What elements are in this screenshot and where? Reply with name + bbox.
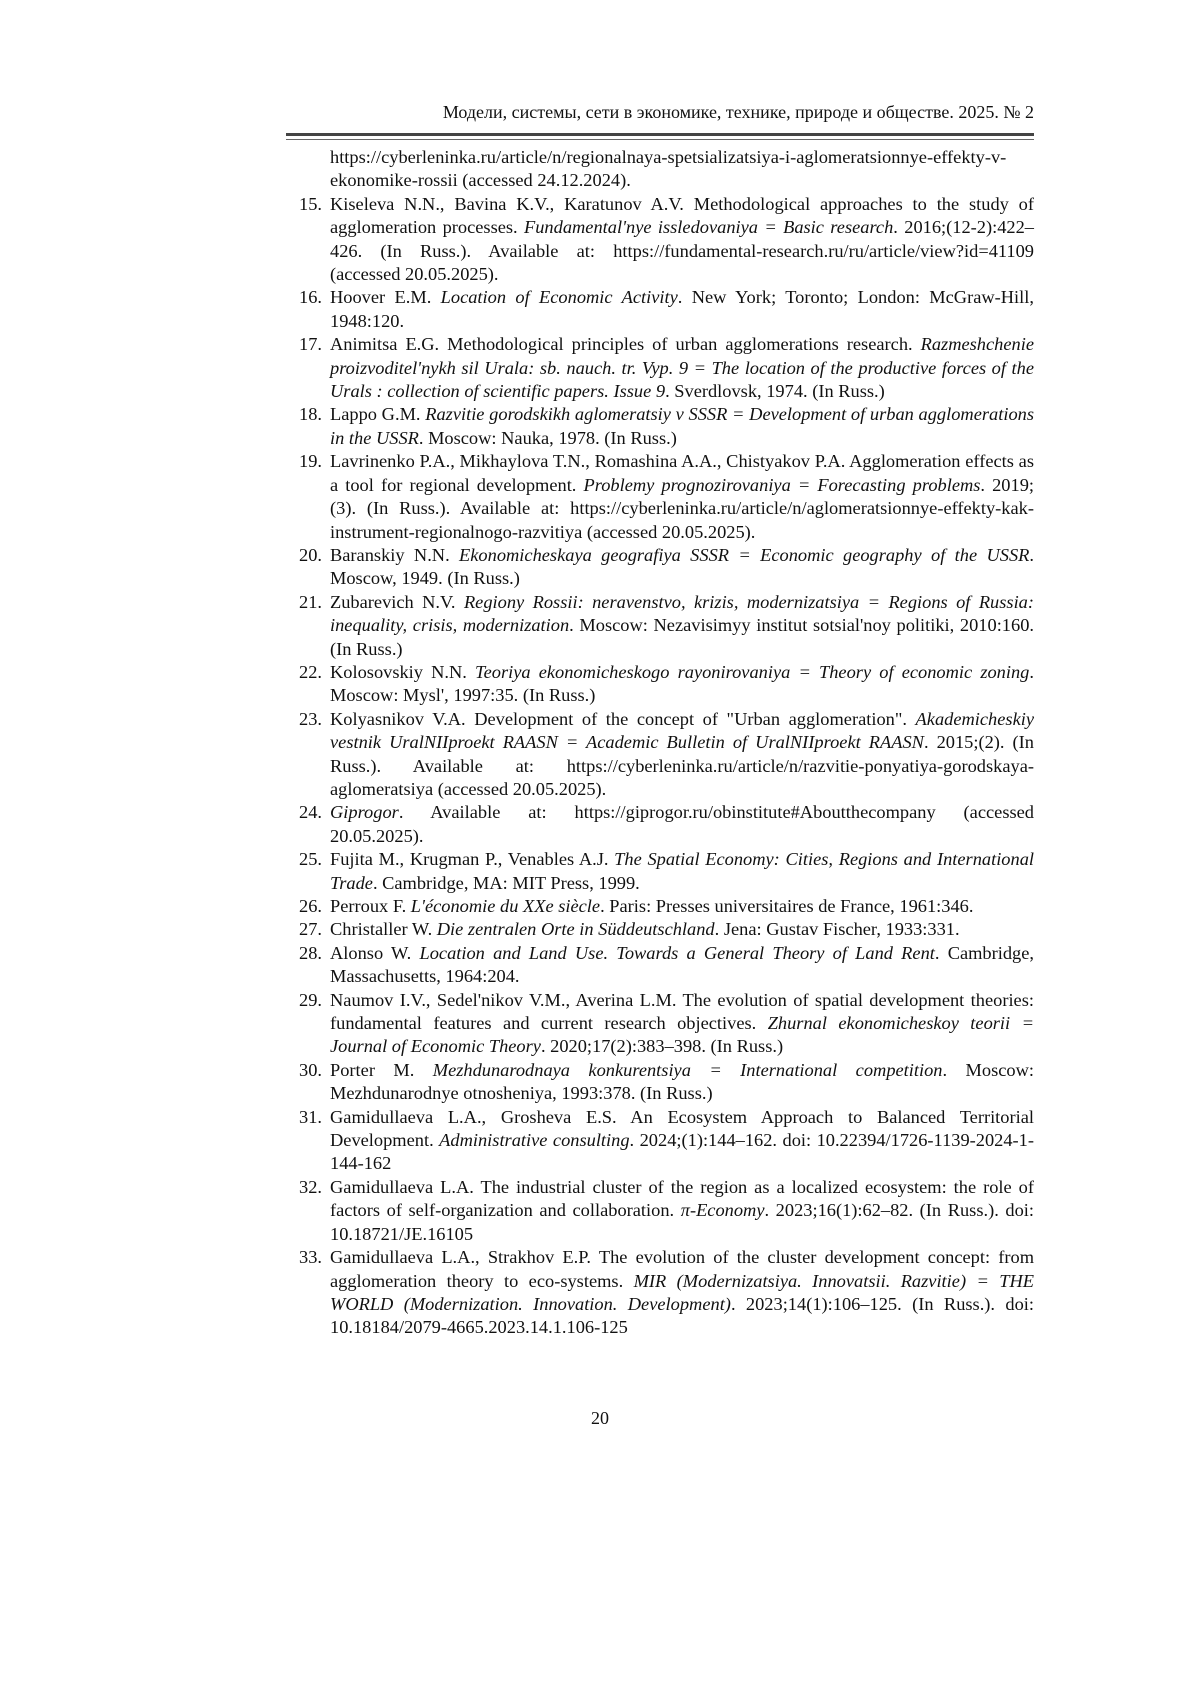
- reference-continuation-text: https://cyberleninka.ru/article/n/regionalnaya-spetsializatsiya-i-aglomeratsionnye-effekty-v-ekonomike-rossii (accessed 24.12.2024).: [330, 147, 1007, 191]
- reference-text: [330, 849, 1034, 892]
- reference-text-part: . Paris: Presses universitaires de France, 1961:346.: [600, 896, 974, 916]
- reference-number: 15.: [299, 193, 322, 214]
- reference-title-italic: Ekonomicheskaya geografiya SSSR = Economic geography of the USSR: [459, 544, 1030, 565]
- reference-item: [282, 1176, 1034, 1246]
- reference-title-italic: Location and Land Use. Towards a General Theory of Land Rent: [419, 942, 935, 963]
- reference-number: 17.: [299, 334, 322, 355]
- reference-title-italic: Akademicheskiy vestnik UralNIIproekt RAASN = Academic Bulletin of UralNIIproekt RAASN: [330, 708, 1034, 753]
- reference-text: [330, 919, 960, 939]
- page-number: 20: [591, 1408, 609, 1428]
- reference-text: [330, 1107, 1034, 1174]
- reference-item: [282, 848, 1034, 895]
- reference-text-part: . 2015;(2). (In Russ.). Available at: https://cyberleninka.ru/article/n/razvitie-ponyatiya-gorodskaya-aglomeratsiya (accessed 20.05.2025).: [330, 732, 1034, 799]
- reference-text: [330, 1060, 1034, 1103]
- reference-text-part: Naumov I.V., Sedel'nikov V.M., Averina L.M. The evolution of spatial development theories: fundamental features and current research objectives.: [330, 989, 1034, 1034]
- reference-number: 31.: [299, 1106, 322, 1127]
- reference-number: 30.: [299, 1059, 322, 1080]
- reference-text-part: Kolyasnikov V.A. Development of the concept of "Urban agglomeration".: [330, 708, 916, 729]
- reference-title-italic: Razmeshchenie proizvoditel'nykh sil Urala: sb. nauch. tr. Vyp. 9 = The location of the productive forces of the Urals : collection of scientific papers. Issue 9: [330, 334, 1034, 402]
- reference-item: [282, 895, 1034, 918]
- reference-text-part: . Cambridge, MA: MIT Press, 1999.: [372, 872, 640, 893]
- reference-text-part: Baranskiy N.N.: [330, 544, 460, 565]
- reference-title-italic: Zhurnal ekonomicheskoy teorii = Journal of Economic Theory: [330, 1013, 1034, 1057]
- reference-number: 16.: [299, 287, 322, 308]
- reference-item: [282, 708, 1034, 802]
- reference-list: [282, 146, 1034, 1340]
- reference-number: 29.: [299, 989, 322, 1010]
- reference-number: 21.: [299, 591, 322, 612]
- reference-item: [282, 333, 1034, 403]
- reference-title-italic: Location of Economic Activity: [440, 287, 678, 308]
- reference-text-part: . Moscow, 1949. (In Russ.): [330, 544, 1034, 589]
- reference-text-part: Christaller W.: [330, 919, 437, 940]
- reference-text: [330, 709, 1034, 799]
- reference-text-part: . Jena: Gustav Fischer, 1933:331.: [714, 919, 960, 940]
- reference-text: [330, 662, 1034, 705]
- reference-item: [282, 450, 1034, 544]
- reference-text-part: Gamidullaeva L.A. The industrial cluster of the region as a localized ecosystem: the role of factors of self-organization and collaboration.: [330, 1176, 1034, 1221]
- reference-text: [330, 943, 1034, 986]
- reference-item: [282, 801, 1034, 848]
- reference-title-italic: Teoriya ekonomicheskogo rayonirovaniya = Theory of economic zoning: [475, 661, 1030, 682]
- reference-text-part: Kolosovskiy N.N.: [330, 661, 476, 682]
- reference-text-part: Lappo G.M.: [330, 404, 426, 425]
- reference-item: [282, 942, 1034, 989]
- reference-text-part: . Moscow: Nezavisimyy institut sotsial'noy politiki, 2010:160. (In Russ.): [330, 615, 1034, 659]
- reference-item: [282, 989, 1034, 1059]
- reference-text: [330, 404, 1034, 447]
- reference-text-part: Animitsa E.G. Methodological principles of urban agglomerations research.: [330, 334, 921, 355]
- reference-title-italic: Razvitie gorodskikh aglomeratsiy v SSSR = Development of urban agglomerations in the USSR: [330, 404, 1034, 448]
- reference-item: [282, 661, 1034, 708]
- reference-text: [330, 592, 1034, 659]
- reference-number: 24.: [299, 802, 322, 823]
- reference-item: [282, 403, 1034, 450]
- reference-text: [330, 545, 1034, 588]
- reference-text-part: . New York; Toronto; London: McGraw-Hill, 1948:120.: [330, 287, 1034, 331]
- reference-text: [330, 194, 1034, 284]
- reference-text-part: . Cambridge, Massachusetts, 1964:204.: [330, 942, 1035, 987]
- reference-number: 26.: [299, 896, 322, 916]
- reference-text-part: . Moscow: Mysl', 1997:35. (In Russ.): [330, 661, 1034, 706]
- reference-text: [330, 896, 973, 916]
- reference-text-part: Lavrinenko P.A., Mikhaylova T.N., Romashina A.A., Chistyakov P.A. Agglomeration effects as a tool for regional development.: [330, 451, 1034, 495]
- reference-text: [330, 451, 1034, 541]
- reference-item: [282, 1246, 1034, 1340]
- reference-text-part: Gamidullaeva L.A., Grosheva E.S. An Ecosystem Approach to Balanced Territorial Development.: [330, 1106, 1034, 1151]
- reference-title-italic: Problemy prognozirovaniya = Forecasting problems: [583, 474, 981, 495]
- reference-item: [282, 193, 1034, 287]
- reference-item: [282, 918, 1034, 941]
- reference-title-italic: MIR (Modernizatsiya. Innovatsii. Razvitie) = THE WORLD (Modernization. Innovation. Development): [330, 1270, 1034, 1314]
- reference-text-part: . Moscow: Nauka, 1978. (In Russ.): [418, 427, 677, 448]
- reference-number: 25.: [299, 849, 322, 870]
- reference-items: [282, 193, 1034, 1340]
- reference-text-part: Alonso W.: [330, 942, 420, 963]
- reference-text-part: . Sverdlovsk, 1974. (In Russ.): [665, 381, 885, 402]
- reference-number: 32.: [299, 1176, 322, 1197]
- reference-text: [330, 990, 1034, 1057]
- reference-item: [282, 544, 1034, 591]
- reference-number: 19.: [299, 451, 322, 472]
- reference-text-part: Fujita M., Krugman P., Venables A.J.: [330, 849, 615, 870]
- reference-text-part: . 2020;17(2):383–398. (In Russ.): [540, 1036, 784, 1057]
- reference-text-part: . 2023;14(1):106–125. (In Russ.). doi: 10.18184/2079-4665.2023.14.1.106-125: [330, 1293, 1035, 1338]
- reference-text: [330, 1247, 1034, 1337]
- header-rule-thick: [286, 133, 1034, 136]
- reference-text: [330, 287, 1034, 330]
- reference-number: 27.: [299, 919, 322, 940]
- reference-text-part: . 2016;(12-2):422–426. (In Russ.). Available at: https://fundamental-research.ru/ru/article/view?id=41109 (accessed 20.05.2025).: [330, 217, 1034, 285]
- reference-title-italic: Administrative consulting: [439, 1130, 630, 1151]
- header-rule-thin: [286, 139, 1034, 140]
- reference-title-italic: Fundamental'nye issledovaniya = Basic research: [524, 217, 894, 238]
- reference-number: 23.: [299, 708, 322, 729]
- reference-number: 33.: [299, 1247, 322, 1268]
- reference-text-part: . 2019;(3). (In Russ.). Available at: https://cyberleninka.ru/article/n/aglomeratsionnye-effekty-kak-instrument-regionalnogo-razvitiya (accessed 20.05.2025).: [330, 474, 1034, 542]
- reference-number: 20.: [299, 544, 322, 565]
- reference-text-part: Gamidullaeva L.A., Strakhov E.P. The evolution of the cluster development concept: from agglomeration theory to eco-systems.: [330, 1247, 1034, 1291]
- reference-title-italic: Mezhdunarodnaya konkurentsiya = International competition: [432, 1059, 943, 1080]
- reference-title-italic: The Spatial Economy: Cities, Regions and International Trade: [330, 849, 1034, 893]
- reference-title-italic: Giprogor: [330, 802, 399, 823]
- reference-text-part: . 2023;16(1):62–82. (In Russ.). doi: 10.18721/JE.16105: [330, 1200, 1034, 1244]
- reference-number: 18.: [299, 404, 322, 425]
- reference-text-part: Hoover E.M.: [330, 287, 441, 308]
- reference-text-part: Kiseleva N.N., Bavina K.V., Karatunov A.V. Methodological approaches to the study of agglomeration processes.: [330, 193, 1034, 238]
- reference-number: 28.: [299, 942, 322, 963]
- reference-title-italic: Die zentralen Orte in Süddeutschland: [436, 919, 715, 940]
- reference-item: [282, 286, 1034, 333]
- reference-text-part: . Available at: https://giprogor.ru/obinstitute#Aboutthecompany (accessed 20.05.2025).: [330, 802, 1034, 846]
- reference-title-italic: L'économie du XXe siècle: [410, 896, 601, 916]
- reference-item: [282, 591, 1034, 661]
- reference-item: [282, 1106, 1034, 1176]
- reference-text: [330, 334, 1034, 401]
- reference-text: [330, 1177, 1034, 1244]
- reference-title-italic: π-Economy: [680, 1200, 765, 1221]
- reference-text: [330, 802, 1034, 845]
- reference-text-part: . Moscow: Mezhdunarodnye otnosheniya, 1993:378. (In Russ.): [330, 1059, 1035, 1104]
- reference-text-part: Perroux F.: [330, 896, 411, 916]
- reference-continuation: [282, 146, 1034, 193]
- running-header: Модели, системы, сети в экономике, технике, природе и обществе. 2025. № 2: [442, 102, 1034, 122]
- reference-text-part: . 2024;(1):144–162. doi: 10.22394/1726-1139-2024-1-144-162: [330, 1130, 1034, 1174]
- reference-item: [282, 1059, 1034, 1106]
- reference-text-part: Porter M.: [330, 1059, 433, 1080]
- reference-number: 22.: [299, 661, 322, 682]
- reference-text-part: Zubarevich N.V.: [330, 591, 464, 612]
- reference-title-italic: Regiony Rossii: neravenstvo, krizis, modernizatsiya = Regions of Russia: inequality, crisis, modernization: [330, 591, 1034, 636]
